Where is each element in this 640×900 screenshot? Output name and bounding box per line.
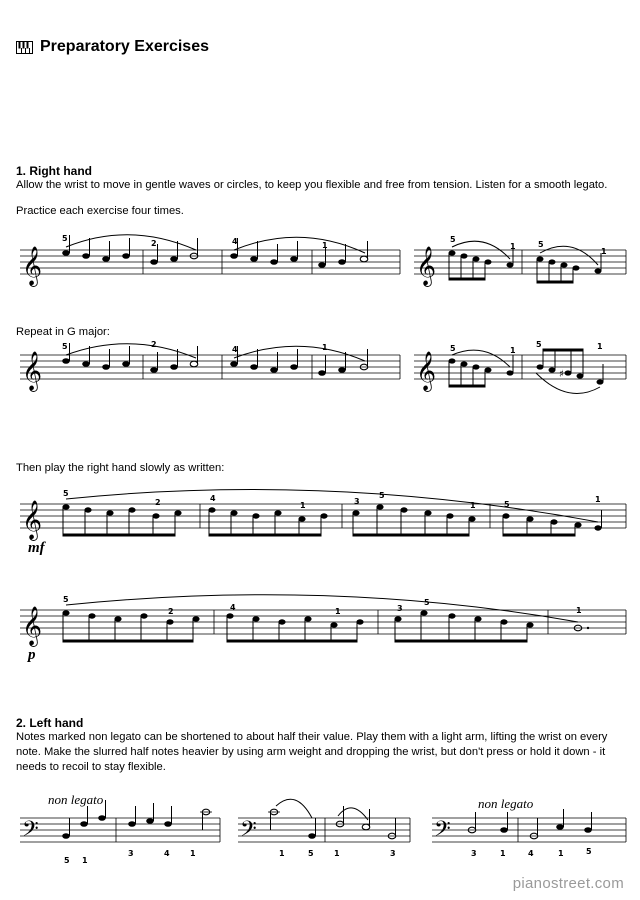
svg-text:5: 5 [538, 240, 544, 249]
svg-text:4: 4 [232, 237, 238, 246]
svg-text:1: 1 [279, 849, 285, 858]
svg-text:𝄢: 𝄢 [22, 817, 39, 847]
svg-text:1: 1 [558, 849, 564, 858]
watermark: pianostreet.com [512, 875, 624, 892]
svg-text:1: 1 [576, 606, 582, 615]
svg-text:𝄢: 𝄢 [434, 817, 451, 847]
left-hand-heading: 2. Left hand [16, 716, 84, 730]
svg-text:𝄞: 𝄞 [22, 500, 43, 540]
svg-text:4: 4 [164, 849, 170, 858]
svg-text:5: 5 [379, 491, 385, 500]
svg-text:5: 5 [504, 500, 510, 509]
left-hand-text: Notes marked non legato can be shortened to about half their value. Play them with a light arm, lifting the wrist on every note. Make the slurred half notes heavier by using arm weight and dropping the wrist, but don't press or hold it down - it needs to recoil to stay flexible. [16, 731, 608, 773]
svg-text:1: 1 [334, 849, 340, 858]
svg-text:2: 2 [151, 340, 157, 349]
svg-text:1: 1 [597, 342, 603, 351]
page-title-text: Preparatory Exercises [40, 38, 209, 55]
svg-text:2: 2 [151, 239, 157, 248]
svg-text:5: 5 [64, 856, 70, 865]
svg-text:5: 5 [308, 849, 314, 858]
svg-text:1: 1 [190, 849, 196, 858]
svg-text:4: 4 [528, 849, 534, 858]
dynamic-p: p [28, 647, 36, 663]
svg-text:1: 1 [510, 346, 516, 355]
staff-system-4 [0, 592, 640, 672]
svg-text:1: 1 [300, 501, 306, 510]
staff-system-1 [0, 225, 640, 295]
svg-text:𝄞: 𝄞 [22, 606, 43, 646]
svg-text:3: 3 [390, 849, 396, 858]
svg-text:1: 1 [470, 501, 476, 510]
svg-text:4: 4 [210, 494, 216, 503]
svg-text:1: 1 [322, 241, 328, 250]
svg-text:1: 1 [322, 343, 328, 352]
staff-system-5 [0, 790, 640, 870]
svg-text:5: 5 [536, 340, 542, 349]
svg-text:1: 1 [510, 242, 516, 251]
svg-text:1: 1 [335, 607, 341, 616]
repeat-label: Repeat in G major: [16, 326, 110, 338]
then-label: Then play the right hand slowly as written: [16, 462, 225, 474]
practice-text: Practice each exercise four times. [16, 205, 184, 217]
svg-text:5: 5 [63, 489, 69, 498]
staff-system-2 [0, 325, 640, 405]
svg-text:2: 2 [168, 607, 174, 616]
right-hand-heading: 1. Right hand [16, 164, 92, 178]
svg-text:1: 1 [82, 856, 88, 865]
svg-text:♯: ♯ [559, 369, 564, 380]
svg-text:5: 5 [450, 344, 456, 353]
svg-text:𝄞: 𝄞 [416, 351, 437, 391]
right-hand-text: Allow the wrist to move in gentle waves or circles, to keep you flexible and free from tension. Listen for a smooth legato. [16, 179, 608, 191]
expression-non-legato-2: non legato [478, 796, 534, 811]
svg-text:𝄢: 𝄢 [240, 817, 257, 847]
staff-system-3 [0, 486, 640, 566]
svg-text:5: 5 [424, 598, 430, 607]
svg-text:3: 3 [397, 604, 403, 613]
expression-non-legato-1: non legato [48, 792, 104, 807]
svg-text:𝄞: 𝄞 [416, 246, 437, 286]
svg-text:1: 1 [601, 247, 607, 256]
dynamic-mf: mf [28, 540, 45, 556]
svg-text:1: 1 [500, 849, 506, 858]
svg-text:4: 4 [230, 603, 236, 612]
svg-text:5: 5 [450, 235, 456, 244]
svg-text:4: 4 [232, 345, 238, 354]
svg-text:2: 2 [155, 498, 161, 507]
piano-keys-icon [16, 41, 33, 54]
svg-text:1: 1 [595, 495, 601, 504]
svg-text:3: 3 [128, 849, 134, 858]
svg-text:5: 5 [62, 342, 68, 351]
svg-text:5: 5 [586, 847, 592, 856]
svg-text:5: 5 [63, 595, 69, 604]
svg-text:5: 5 [62, 234, 68, 243]
svg-text:3: 3 [354, 497, 360, 506]
svg-text:3: 3 [471, 849, 477, 858]
page-title [16, 38, 209, 56]
svg-text:𝄞: 𝄞 [22, 246, 43, 286]
svg-text:𝄞: 𝄞 [22, 351, 43, 391]
